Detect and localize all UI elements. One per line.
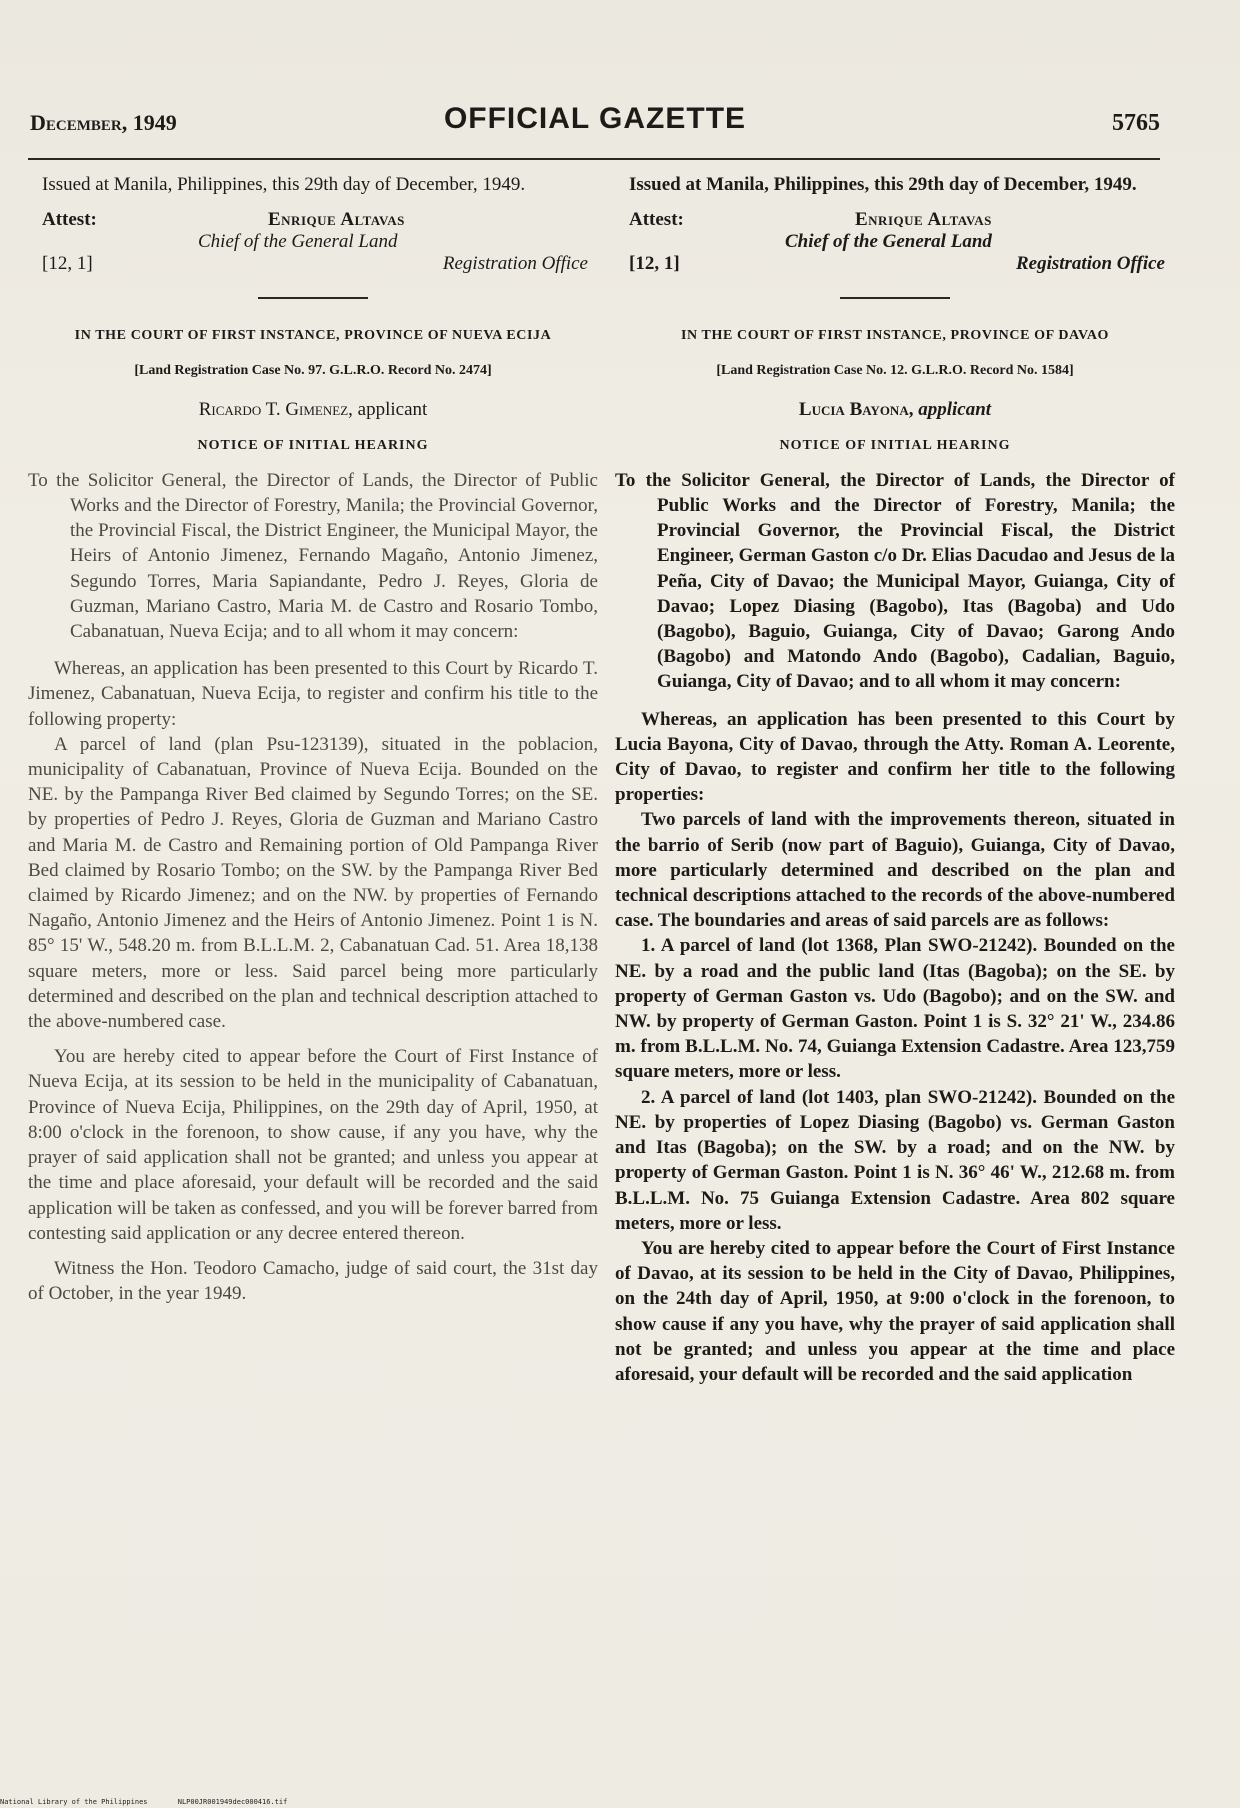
reference-number: [12, 1] (42, 253, 93, 275)
page-header (30, 100, 1160, 150)
attest-title-line-2: Registration Office (442, 253, 588, 275)
section-divider (840, 297, 950, 299)
library-credit: National Library of the Philippines (0, 1798, 148, 1806)
parcel-1-description: 1. A parcel of land (lot 1368, Plan SWO-21242). Bounded on the NE. by a road and the public land (Itas (Bagoba); on the SE. by property of German Gaston vs. Udo (Bagobo); and on the SW. and NW. by property of German Gaston. Point 1 is S. 32° 21' W., 234.86 m. from B.L.L.M. No. 74, Guianga Extension Cadastre. Area 123,759 square meters, more or less. (615, 935, 1175, 1083)
left-column (28, 172, 598, 1306)
attest-title-line-1: Chief of the General Land (785, 231, 992, 253)
attest-label: Attest: (42, 209, 97, 231)
issued-statement: Issued at Manila, Philippines, this 29th day of December, 1949. (42, 174, 526, 195)
applicant-line (615, 397, 1175, 422)
header-date: December, 1949 (30, 110, 177, 135)
attest-title-line-2: Registration Office (1015, 253, 1165, 275)
page-number: 5765 (1112, 110, 1160, 136)
whereas-paragraph: Whereas, an application has been presented to this Court by Lucia Bayona, City of Davao, through the Atty. Roman A. Leorente, City of Davao, to register and confirm her title to the following properties: (615, 708, 1175, 806)
applicant-role: applicant (357, 399, 428, 421)
scan-footer (0, 1798, 313, 1806)
two-parcels-paragraph: Two parcels of land with the improvements thereon, situated in the barrio of Serib (now part of Baguio), Guianga, City of Davao, more particularly determined and described on the plan and technical descriptions attached to the records of the above-numbered case. The boundaries and areas of said parcels are as follows: (615, 809, 1175, 932)
attest-title-line-1: Chief of the General Land (198, 231, 398, 253)
right-column (615, 172, 1175, 1387)
parcel-description: A parcel of land (plan Psu-123139), situated in the poblacion, municipality of Cabanatuan, Province of Nueva Ecija. Bounded on the NE. by the Pampanga River Bed claimed by Segundo Torres; on the SE. by properties of Pedro J. Reyes, Gloria de Guzman and Mariano Castro and Maria M. de Castro and Remaining portion of Old Pampanga River Bed claimed by Rosario Tombo; on the SW. by the Pampanga River Bed claimed by Ricardo Jimenez; and on the NW. by properties of Fernando Nagaño, Antonio Jimenez and the Heirs of Antonio Jimenez. Point 1 is N. 85° 15' W., 548.20 m. from B.L.L.M. 2, Cabanatuan Cad. 51. Area 18,138 square meters, more or less. Said parcel being more particularly determined and described on the plan and technical description attached to the above-numbered case. (28, 733, 598, 1033)
header-rule (28, 158, 1160, 160)
notice-title: NOTICE OF INITIAL HEARING (779, 437, 1011, 453)
file-name: NLP00JR001949dec000416.tif (177, 1798, 288, 1806)
issued-statement: Issued at Manila, Philippines, this 29th day of December, 1949. (629, 174, 1137, 195)
citation-paragraph: You are hereby cited to appear before the Court of First Instance of Davao, at its session to be held in the City of Davao, Philippines, on the 24th day of April, 1950, at 9:00 o'clock in the forenoon, to show cause if any you have, why the prayer of said application shall not be granted; and unless you appear at the time and place aforesaid, your default will be recorded and the said application (615, 1237, 1175, 1385)
section-divider (258, 297, 368, 299)
case-heading: [Land Registration Case No. 97. G.L.R.O. Record No. 2474] (134, 363, 492, 379)
applicant-name: Ricardo T. Gimenez, (198, 399, 353, 421)
address-paragraph: To the Solicitor General, the Director of Lands, the Director of Public Works and the Director of Forestry, Manila; the Provincial Governor, the Provincial Fiscal, the District Engineer, German Gaston c/o Dr. Elias Dacudao and Jesus de la Peña, City of Davao; the Municipal Mayor, Guianga, City of Davao; Lopez Diasing (Bagobo), Itas (Bagoba) and Udo (Bagobo), Baguio, Guianga, City of Davao; Garong Ando (Bagobo) and Matondo Ando (Bagobo), Cadalian, Baguio, Guianga, City of Davao; and to all whom it may concern: (615, 469, 1175, 693)
applicant-role: applicant (918, 399, 992, 421)
witness-paragraph: Witness the Hon. Teodoro Camacho, judge of said court, the 31st day of October, in the year 1949. (28, 1257, 598, 1305)
whereas-paragraph: Whereas, an application has been presented to this Court by Ricardo T. Jimenez, Cabanatuan, Nueva Ecija, to register and confirm his title to the following property: (28, 658, 598, 730)
attest-block (28, 207, 598, 279)
parcel-2-description: 2. A parcel of land (lot 1403, plan SWO-21242). Bounded on the NE. by properties of Lopez Diasing (Bagobo) vs. German Gaston and Itas (Bagoba); on the SW. by a road; and on the NW. by property of German Gaston. Point 1 is N. 36° 46' W., 212.68 m. from B.L.L.M. No. 75 Guianga Extension Cadastre. Area 802 square meters, more or less. (615, 1086, 1175, 1234)
applicant-name: Lucia Bayona, (798, 399, 914, 421)
applicant-line (28, 397, 598, 422)
notice-title: NOTICE OF INITIAL HEARING (197, 437, 429, 453)
address-paragraph: To the Solicitor General, the Director of Lands, the Director of Public Works and the Director of Forestry, Manila; the Provincial Governor, the Provincial Fiscal, the District Engineer, the Municipal Mayor, the Heirs of Antonio Jimenez, Fernando Magaño, Antonio Jimenez, Segundo Torres, Maria Sapiandante, Pedro J. Reyes, Gloria de Guzman, Mariano Castro, Maria M. de Castro and Rosario Tombo, Cabanatuan, Nueva Ecija; and to all whom it may concern: (28, 469, 598, 643)
reference-number: [12, 1] (629, 253, 680, 275)
attest-label: Attest: (629, 209, 684, 231)
court-heading: IN THE COURT OF FIRST INSTANCE, PROVINCE OF NUEVA ECIJA (74, 328, 552, 344)
citation-paragraph: You are hereby cited to appear before the Court of First Instance of Nueva Ecija, at its session to be held in the municipality of Cabanatuan, Province of Nueva Ecija, Philippines, on the 29th day of April, 1950, at 8:00 o'clock in the forenoon, to show cause, if any you have, why the prayer of said application shall not be granted; and unless you appear at the time and place aforesaid, your default will be recorded and the said application will be taken as confessed, and you will be forever barred from contesting said application or any decree entered thereon. (28, 1046, 598, 1244)
header-title: OFFICIAL GAZETTE (443, 102, 747, 135)
court-heading: IN THE COURT OF FIRST INSTANCE, PROVINCE OF DAVAO (680, 328, 1110, 344)
attest-block (615, 207, 1175, 279)
case-heading: [Land Registration Case No. 12. G.L.R.O. Record No. 1584] (716, 363, 1074, 379)
attest-name: Enrique Altavas (855, 209, 992, 231)
attest-name: Enrique Altavas (268, 209, 405, 231)
